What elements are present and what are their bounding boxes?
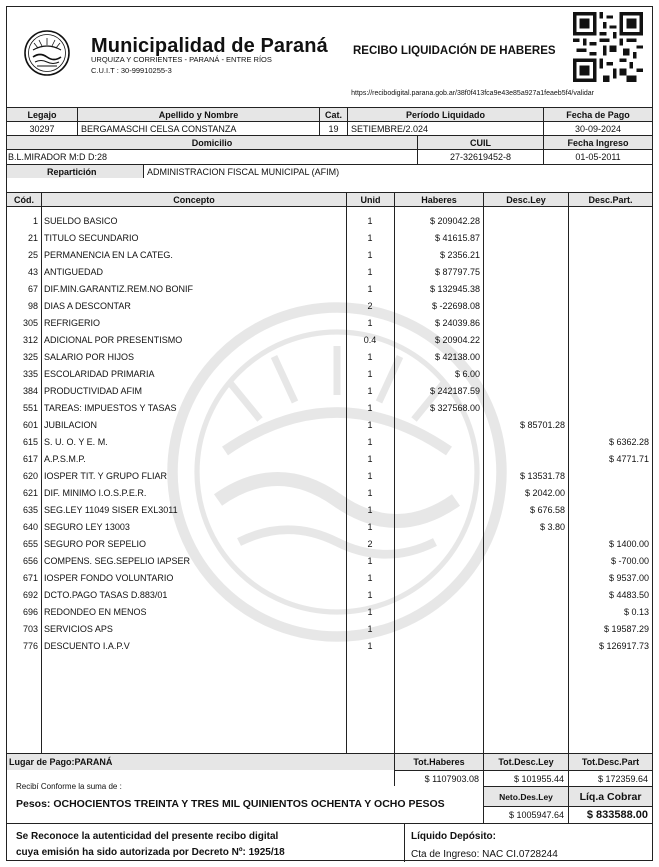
cod-cell: 620 bbox=[22, 471, 38, 481]
concepto-cell: DESCUENTO I.A.P.V bbox=[44, 641, 130, 651]
liq-label: Líq.a Cobrar bbox=[568, 787, 652, 806]
desc-part-cell: $ 6362.28 bbox=[608, 437, 649, 447]
unid-cell: 1 bbox=[367, 420, 373, 430]
concepto-cell: REDONDEO EN MENOS bbox=[44, 607, 147, 617]
unid-cell: 1 bbox=[367, 624, 373, 634]
concepto-cell: IOSPER TIT. Y GRUPO FLIAR bbox=[44, 471, 168, 481]
table-row bbox=[7, 332, 652, 349]
cod-cell: 601 bbox=[22, 420, 38, 430]
tot-haberes-label: Tot.Haberes bbox=[394, 754, 483, 770]
table-row bbox=[7, 519, 652, 536]
col-desc-ley-header: Desc.Ley bbox=[483, 193, 568, 206]
auth-line-1: Se Reconoce la autenticidad del presente recibo digital bbox=[16, 831, 279, 842]
haberes-cell: $ 24039.86 bbox=[434, 318, 480, 328]
desc-ley-cell: $ 2042.00 bbox=[524, 488, 565, 498]
document-title: RECIBO LIQUIDACIÓN DE HABERES bbox=[353, 45, 556, 57]
cuil-label: CUIL bbox=[417, 136, 543, 149]
neto-liq-values bbox=[483, 806, 652, 823]
desc-ley-cell: $ 13531.78 bbox=[519, 471, 565, 481]
cod-cell: 1 bbox=[32, 216, 38, 226]
table-row bbox=[7, 570, 652, 587]
neto-value: $ 1005947.64 bbox=[483, 807, 568, 823]
fecha-ingreso-label: Fecha Ingreso bbox=[543, 136, 652, 149]
table-row bbox=[7, 417, 652, 434]
unid-cell: 1 bbox=[367, 352, 373, 362]
unid-cell: 1 bbox=[367, 233, 373, 243]
table-row bbox=[7, 604, 652, 621]
unid-cell: 1 bbox=[367, 437, 373, 447]
table-row bbox=[7, 485, 652, 502]
concepto-cell: DIF.MIN.GARANTIZ.REM.NO BONIF bbox=[44, 284, 194, 294]
table-row bbox=[7, 366, 652, 383]
neto-label: Neto.Des.Ley bbox=[483, 787, 568, 806]
cod-cell: 617 bbox=[22, 454, 38, 464]
table-row bbox=[7, 349, 652, 366]
table-row bbox=[7, 621, 652, 638]
reparticion-value: ADMINISTRACION FISCAL MUNICIPAL (AFIM) bbox=[143, 165, 652, 178]
concepto-cell: IOSPER FONDO VOLUNTARIO bbox=[44, 573, 174, 583]
concepto-cell: SEGURO LEY 13003 bbox=[44, 522, 130, 532]
reparticion-label: Repartición bbox=[7, 165, 143, 178]
tot-desc-ley-label: Tot.Desc.Ley bbox=[483, 754, 568, 770]
table-row bbox=[7, 281, 652, 298]
haberes-cell: $ 132945.38 bbox=[429, 284, 480, 294]
cat-value: 19 bbox=[319, 122, 347, 135]
cod-cell: 67 bbox=[27, 284, 38, 294]
cod-cell: 640 bbox=[22, 522, 38, 532]
footer-divider bbox=[404, 824, 405, 862]
desc-ley-cell: $ 676.58 bbox=[529, 505, 565, 515]
tot-desc-part-label: Tot.Desc.Part bbox=[568, 754, 652, 770]
fecha-pago-label: Fecha de Pago bbox=[543, 108, 652, 121]
qr-code-icon bbox=[573, 12, 643, 82]
employee-header-row bbox=[7, 107, 652, 121]
validation-url[interactable]: https://recibodigital.parana.gob.ar/38f0f413fca9e43e85a927a1feaeb5f4/validar bbox=[351, 90, 594, 97]
provincial-seal-icon bbox=[23, 29, 71, 77]
unid-cell: 1 bbox=[367, 471, 373, 481]
table-row bbox=[7, 502, 652, 519]
concepto-cell: S. U. O. Y E. M. bbox=[44, 437, 108, 447]
table-row bbox=[7, 213, 652, 230]
desc-ley-cell: $ 85701.28 bbox=[519, 420, 565, 430]
reparticion-row bbox=[7, 164, 652, 178]
table-row bbox=[7, 247, 652, 264]
cod-cell: 776 bbox=[22, 641, 38, 651]
tot-desc-ley-value: $ 101955.44 bbox=[483, 770, 568, 786]
cod-cell: 312 bbox=[22, 335, 38, 345]
table-row bbox=[7, 553, 652, 570]
tot-haberes-value: $ 1107903.08 bbox=[394, 770, 483, 786]
concepto-cell: PRODUCTIVIDAD AFIM bbox=[44, 386, 143, 396]
col-desc-part-header: Desc.Part. bbox=[568, 193, 652, 206]
unid-cell: 1 bbox=[367, 284, 373, 294]
domicilio-values-row bbox=[7, 149, 652, 177]
desc-ley-cell: $ 3.80 bbox=[539, 522, 565, 532]
haberes-cell: $ 2356.21 bbox=[439, 250, 480, 260]
fecha-ingreso-value: 01-05-2011 bbox=[543, 150, 652, 164]
cod-cell: 21 bbox=[27, 233, 38, 243]
fecha-pago-value: 30-09-2024 bbox=[543, 122, 652, 135]
unid-cell: 1 bbox=[367, 607, 373, 617]
deposito-label: Líquido Depósito: bbox=[411, 831, 496, 842]
neto-liq-header bbox=[483, 786, 652, 806]
haberes-cell: $ 20904.22 bbox=[434, 335, 480, 345]
cod-cell: 551 bbox=[22, 403, 38, 413]
unid-cell: 2 bbox=[367, 539, 373, 549]
concepts-table-body bbox=[7, 206, 652, 753]
concepto-cell: SERVICIOS APS bbox=[44, 624, 113, 634]
concepto-cell: DCTO.PAGO TASAS D.883/01 bbox=[44, 590, 168, 600]
periodo-label: Período Liquidado bbox=[347, 108, 543, 121]
municipality-cuit: C.U.I.T : 30-99910255-3 bbox=[91, 66, 172, 75]
concepto-cell: A.P.S.M.P. bbox=[44, 454, 86, 464]
concepto-cell: SEGURO POR SEPELIO bbox=[44, 539, 147, 549]
desc-part-cell: $ 4483.50 bbox=[608, 590, 649, 600]
table-row bbox=[7, 400, 652, 417]
desc-part-cell: $ 0.13 bbox=[623, 607, 649, 617]
concepto-cell: TAREAS: IMPUESTOS Y TASAS bbox=[44, 403, 177, 413]
table-row bbox=[7, 230, 652, 247]
cod-cell: 656 bbox=[22, 556, 38, 566]
tot-desc-part-value: $ 172359.64 bbox=[568, 770, 652, 786]
cod-cell: 25 bbox=[27, 250, 38, 260]
table-row bbox=[7, 315, 652, 332]
cod-cell: 621 bbox=[22, 488, 38, 498]
table-row bbox=[7, 587, 652, 604]
cuil-value: 27-32619452-8 bbox=[417, 150, 543, 164]
concepto-cell: DIAS A DESCONTAR bbox=[44, 301, 131, 311]
unid-cell: 1 bbox=[367, 386, 373, 396]
cod-cell: 325 bbox=[22, 352, 38, 362]
haberes-cell: $ 209042.28 bbox=[429, 216, 480, 226]
col-unid-header: Unid bbox=[346, 193, 394, 206]
amount-in-words: Pesos: OCHOCIENTOS TREINTA Y TRES MIL QUINIENTOS OCHENTA Y OCHO PESOS bbox=[16, 798, 445, 810]
domicilio-value: B.L.MIRADOR M:D D:28 bbox=[8, 152, 108, 162]
table-row bbox=[7, 298, 652, 315]
unid-cell: 0.4 bbox=[363, 335, 377, 345]
cod-cell: 655 bbox=[22, 539, 38, 549]
table-row bbox=[7, 434, 652, 451]
desc-part-cell: $ -700.00 bbox=[610, 556, 649, 566]
cat-label: Cat. bbox=[319, 108, 347, 121]
lugar-pago: Lugar de Pago:PARANÁ bbox=[7, 754, 394, 770]
unid-cell: 2 bbox=[367, 301, 373, 311]
concepto-cell: SALARIO POR HIJOS bbox=[44, 352, 135, 362]
concepto-cell: COMPENS. SEG.SEPELIO IAPSER bbox=[44, 556, 191, 566]
col-cod-header: Cód. bbox=[7, 193, 41, 206]
cod-cell: 635 bbox=[22, 505, 38, 515]
cod-cell: 692 bbox=[22, 590, 38, 600]
unid-cell: 1 bbox=[367, 369, 373, 379]
unid-cell: 1 bbox=[367, 403, 373, 413]
receipt-header bbox=[7, 7, 652, 107]
unid-cell: 1 bbox=[367, 505, 373, 515]
concepto-cell: JUBILACION bbox=[44, 420, 98, 430]
concepts-header-row bbox=[7, 192, 652, 207]
nombre-label: Apellido y Nombre bbox=[77, 108, 319, 121]
concepto-cell: PERMANENCIA EN LA CATEG. bbox=[44, 250, 173, 260]
cod-cell: 98 bbox=[27, 301, 38, 311]
concepto-cell: ADICIONAL POR PRESENTISMO bbox=[44, 335, 183, 345]
unid-cell: 1 bbox=[367, 454, 373, 464]
recibi-conforme: Recibí Conforme la suma de : bbox=[16, 782, 122, 791]
periodo-value: SETIEMBRE/2.024 bbox=[347, 122, 543, 135]
concepto-cell: TITULO SECUNDARIO bbox=[44, 233, 139, 243]
cod-cell: 43 bbox=[27, 267, 38, 277]
desc-part-cell: $ 9537.00 bbox=[608, 573, 649, 583]
table-row bbox=[7, 383, 652, 400]
unid-cell: 1 bbox=[367, 216, 373, 226]
domicilio-label: Domicilio bbox=[7, 136, 417, 149]
concepto-cell: SEG.LEY 11049 SISER EXL3011 bbox=[44, 505, 178, 515]
unid-cell: 1 bbox=[367, 556, 373, 566]
cuenta-ingreso: Cta de Ingreso: NAC CI.0728244 bbox=[411, 849, 558, 860]
unid-cell: 1 bbox=[367, 641, 373, 651]
concepto-cell: ANTIGUEDAD bbox=[44, 267, 104, 277]
unid-cell: 1 bbox=[367, 573, 373, 583]
haberes-cell: $ 42138.00 bbox=[434, 352, 480, 362]
nombre-value: BERGAMASCHI CELSA CONSTANZA bbox=[77, 122, 319, 135]
receipt-frame bbox=[6, 6, 653, 861]
haberes-cell: $ 327568.00 bbox=[429, 403, 480, 413]
concepto-cell: ESCOLARIDAD PRIMARIA bbox=[44, 369, 155, 379]
municipality-name: Municipalidad de Paraná bbox=[91, 35, 328, 57]
cod-cell: 384 bbox=[22, 386, 38, 396]
desc-part-cell: $ 126917.73 bbox=[598, 641, 649, 651]
haberes-cell: $ 6.00 bbox=[454, 369, 480, 379]
unid-cell: 1 bbox=[367, 318, 373, 328]
municipality-address: URQUIZA Y CORRIENTES - PARANÁ - ENTRE RÍOS bbox=[91, 55, 272, 64]
haberes-cell: $ 41615.87 bbox=[434, 233, 480, 243]
table-row bbox=[7, 264, 652, 281]
haberes-cell: $ 242187.59 bbox=[429, 386, 480, 396]
cod-cell: 615 bbox=[22, 437, 38, 447]
haberes-cell: $ -22698.08 bbox=[431, 301, 480, 311]
domicilio-header-row bbox=[7, 135, 652, 149]
col-concepto-header: Concepto bbox=[41, 193, 346, 206]
table-row bbox=[7, 468, 652, 485]
table-row bbox=[7, 536, 652, 553]
cod-cell: 703 bbox=[22, 624, 38, 634]
concepto-cell: DIF. MINIMO I.O.S.P.E.R. bbox=[44, 488, 147, 498]
auth-line-2: cuya emisión ha sido autorizada por Decreto Nº: 1925/18 bbox=[16, 847, 285, 858]
haberes-cell: $ 87797.75 bbox=[434, 267, 480, 277]
legajo-label: Legajo bbox=[7, 108, 77, 121]
unid-cell: 1 bbox=[367, 590, 373, 600]
liq-value: $ 833588.00 bbox=[568, 807, 652, 823]
desc-part-cell: $ 19587.29 bbox=[603, 624, 649, 634]
desc-part-cell: $ 4771.71 bbox=[608, 454, 649, 464]
cod-cell: 305 bbox=[22, 318, 38, 328]
table-row bbox=[7, 638, 652, 655]
cod-cell: 696 bbox=[22, 607, 38, 617]
unid-cell: 1 bbox=[367, 250, 373, 260]
unid-cell: 1 bbox=[367, 488, 373, 498]
unid-cell: 1 bbox=[367, 522, 373, 532]
table-row bbox=[7, 451, 652, 468]
col-haberes-header: Haberes bbox=[394, 193, 483, 206]
cod-cell: 671 bbox=[22, 573, 38, 583]
concepto-cell: REFRIGERIO bbox=[44, 318, 101, 328]
totals-header-row bbox=[7, 753, 652, 770]
cod-cell: 335 bbox=[22, 369, 38, 379]
employee-values-row bbox=[7, 121, 652, 135]
legajo-value: 30297 bbox=[29, 123, 55, 134]
desc-part-cell: $ 1400.00 bbox=[608, 539, 649, 549]
concepto-cell: SUELDO BASICO bbox=[44, 216, 118, 226]
unid-cell: 1 bbox=[367, 267, 373, 277]
footer-row bbox=[7, 823, 652, 862]
